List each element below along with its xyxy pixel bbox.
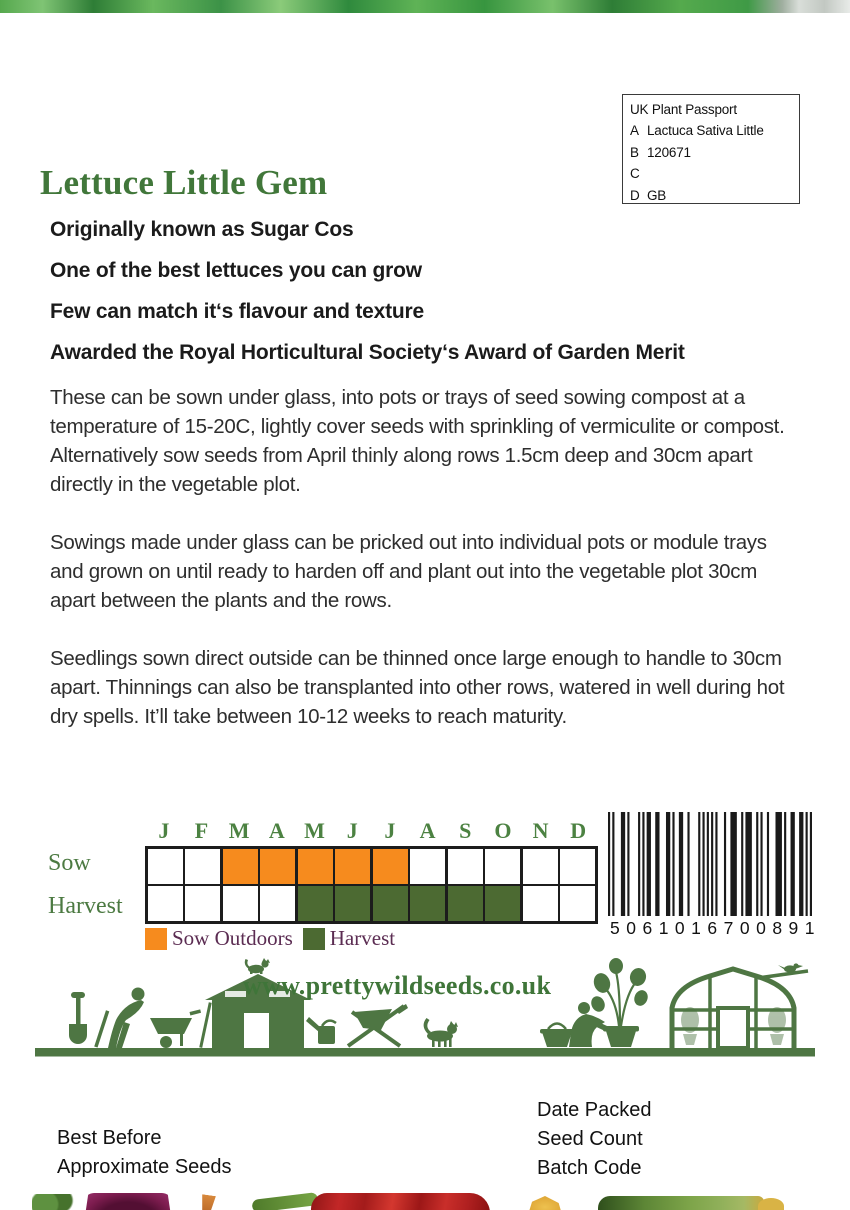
highlight-line: One of the best lettuces you can grow	[50, 259, 422, 282]
bottom-labels-right	[537, 1096, 652, 1183]
calendar-cell-harvest-5	[298, 886, 333, 921]
calendar-cell-sow-2	[185, 849, 220, 884]
calendar-cell-harvest-11	[523, 886, 558, 921]
carrot-image	[192, 1193, 221, 1210]
month-label: S	[459, 818, 472, 843]
potted-plant-icon	[589, 958, 650, 1047]
watering-can-icon	[306, 1017, 336, 1044]
calendar-cell-sow-12	[560, 849, 595, 884]
calendar-cell-sow-11	[523, 849, 558, 884]
best-before-label: Best Before	[57, 1127, 162, 1149]
calendar-cell-harvest-8	[410, 886, 445, 921]
harvest-row-label: Harvest	[48, 893, 123, 919]
sow-row-label: Sow	[48, 850, 91, 876]
bottom-labels-left	[57, 1124, 232, 1182]
squash-blossom-image	[758, 1198, 784, 1210]
cat-icon	[424, 1018, 458, 1047]
ground-line	[35, 1048, 815, 1057]
description-paragraph: Sowings made under glass can be pricked out into individual pots or module trays and grown on until ready to harden off and plant out into the vegetable plot 30cm apart between the plants and the rows.	[50, 531, 767, 612]
passport-row: D GB	[630, 187, 667, 203]
month-label: O	[494, 818, 512, 843]
calendar-cell-sow-3	[223, 849, 258, 884]
garden-fork-icon	[199, 1002, 211, 1048]
pepper-stem-image	[251, 1192, 318, 1210]
legend-item	[145, 926, 293, 951]
gardener-icon	[94, 988, 144, 1049]
calendar-cell-harvest-3	[223, 886, 258, 921]
wheelbarrow-icon	[150, 1009, 201, 1048]
barcode-bars	[608, 812, 812, 916]
calendar-cell-sow-9	[448, 849, 483, 884]
calendar-legend	[145, 926, 405, 951]
approximate-seeds-label: Approximate Seeds	[57, 1156, 232, 1178]
month-label: D	[570, 818, 587, 843]
calendar-cell-sow-8	[410, 849, 445, 884]
legend-label: Harvest	[329, 926, 396, 950]
month-label: M	[228, 818, 250, 843]
highlight-lines	[50, 219, 810, 383]
greenhouse-icon	[672, 969, 808, 1048]
calendar-cell-sow-1	[148, 849, 183, 884]
calendar-cell-harvest-7	[373, 886, 408, 921]
plant-passport-title: UK Plant Passport	[630, 102, 737, 117]
legend-label: Sow Outdoors	[172, 926, 293, 950]
barcode-number: 5061016700891	[610, 918, 822, 938]
deckchair-icon	[348, 1004, 408, 1046]
calendar-cell-harvest-2	[185, 886, 220, 921]
courgette-image	[598, 1196, 764, 1210]
batch-code-label: Batch Code	[537, 1157, 642, 1179]
legend-item	[303, 926, 395, 951]
passport-row: B 120671	[630, 144, 691, 160]
calendar-cell-harvest-12	[560, 886, 595, 921]
highlight-line: Few can match it‘s flavour and texture	[50, 300, 424, 323]
description-paragraph: Seedlings sown direct outside can be thinned once large enough to handle to 30cm apart. Thinnings can also be transplanted into other rows, watered in well during hot dry spells. It’ll take between 10-12 weeks to reach maturity.	[50, 647, 785, 728]
date-packed-label: Date Packed	[537, 1099, 652, 1121]
month-label: A	[268, 818, 285, 843]
calendar-grid	[145, 846, 598, 924]
spade-icon	[69, 992, 87, 1044]
website-url: www.prettywildseeds.co.uk	[243, 971, 552, 1000]
page-title: Lettuce Little Gem	[40, 163, 328, 202]
yellow-leaf-image	[527, 1196, 563, 1210]
month-header-row	[145, 818, 597, 844]
legend-swatch	[145, 928, 167, 950]
calendar-cell-sow-6	[335, 849, 370, 884]
month-label: J	[158, 818, 170, 843]
calendar-cell-sow-7	[373, 849, 408, 884]
calendar-cell-harvest-10	[485, 886, 520, 921]
vegetable-photo-strip	[0, 1190, 850, 1210]
month-label: J	[384, 818, 396, 843]
month-label: M	[304, 818, 325, 843]
calendar-cell-sow-10	[485, 849, 520, 884]
plant-passport-box	[622, 94, 800, 204]
calendar-cell-harvest-6	[335, 886, 370, 921]
calendar-cell-sow-4	[260, 849, 295, 884]
passport-row: A Lactuca Sativa Little	[630, 123, 764, 139]
month-label: J	[346, 818, 358, 843]
beetroot-image	[84, 1193, 172, 1210]
calendar-cell-sow-5	[298, 849, 333, 884]
lettuce-photo-strip	[0, 0, 850, 13]
calendar-cell-harvest-1	[148, 886, 183, 921]
description-paragraphs	[50, 383, 805, 760]
calendar-cell-harvest-4	[260, 886, 295, 921]
basket-icon	[540, 1024, 574, 1048]
herb-sprig-image	[32, 1194, 74, 1210]
month-label: F	[194, 818, 209, 843]
highlight-line: Awarded the Royal Horticultural Society‘s Award of Garden Merit	[50, 341, 685, 364]
legend-swatch	[303, 928, 325, 950]
calendar-cell-harvest-9	[448, 886, 483, 921]
passport-rows	[630, 120, 795, 206]
month-label: N	[532, 818, 549, 843]
passport-row: C	[630, 166, 640, 182]
highlight-line: Originally known as Sugar Cos	[50, 218, 354, 241]
description-paragraph: These can be sown under glass, into pots or trays of seed sowing compost at a temperature of 15-20C, lightly cover seeds with sprinkling of vermiculite or compost. Alternatively sow seeds from April thinly along rows 1.5cm deep and 30cm apart directly in the vegetable plot.	[50, 386, 785, 496]
seed-count-label: Seed Count	[537, 1128, 643, 1150]
month-label: A	[419, 818, 436, 843]
red-pepper-image	[311, 1193, 490, 1210]
